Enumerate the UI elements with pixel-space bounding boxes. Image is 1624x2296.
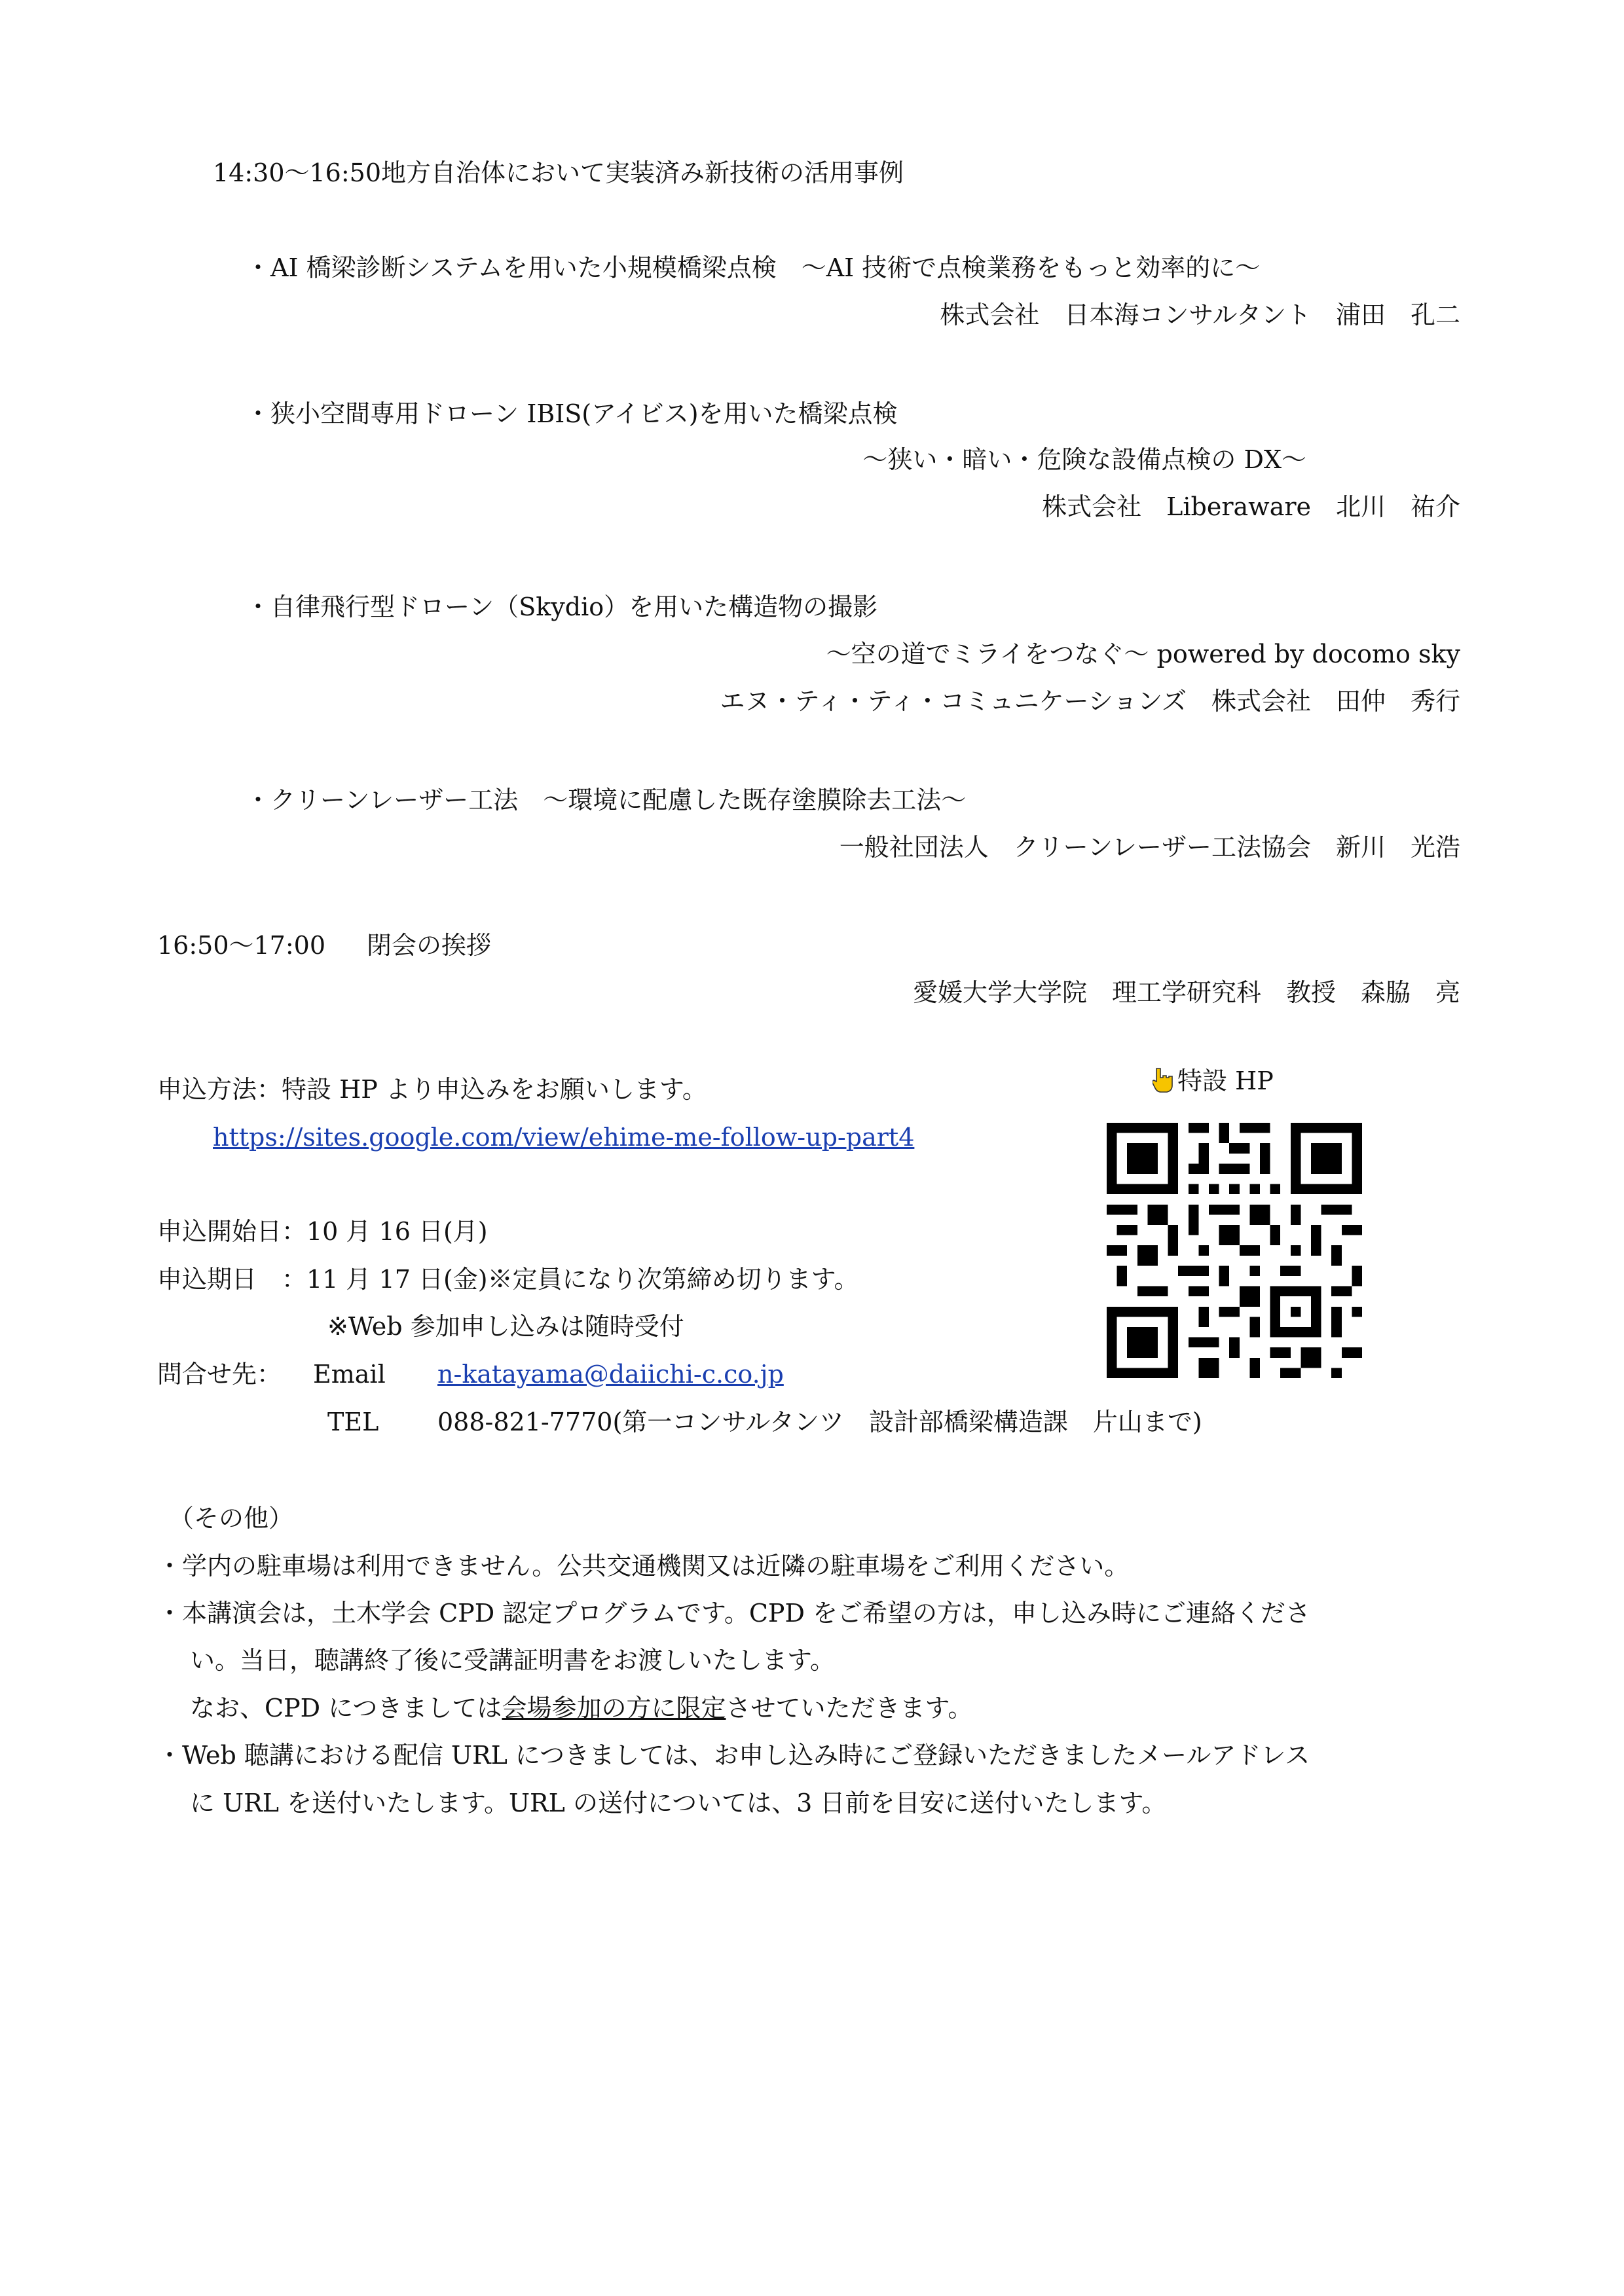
closing-speaker: 愛媛大学大学院 理工学研究科 教授 森脇 亮 (912, 978, 1460, 1007)
talk-1-speaker: 株式会社 日本海コンサルタント 浦田 孔二 (940, 301, 1460, 329)
talk-3-speaker: エヌ・ティ・ティ・コミュニケーションズ 株式会社 田仲 秀行 (720, 687, 1460, 716)
note-parking: ・学内の駐車場は利用できません。公共交通機関又は近隣の駐車場をご利用ください。 (157, 1552, 1130, 1580)
application-start: 申込開始日：10 月 16 日(月) (157, 1217, 488, 1246)
note-cpd-line2: い。当日，聴講終了後に受講証明書をお渡しいたします。 (190, 1646, 835, 1675)
note-cpd-line3 (190, 1696, 972, 1721)
email-label: Email (313, 1360, 386, 1389)
talk-2-subtitle: ～狭い・暗い・危険な設備点検の DX～ (862, 445, 1306, 474)
session-title: 14:30～16:50地方自治体において実装済み新技術の活用事例 (213, 158, 904, 187)
qr-label-text: 特設 HP (1177, 1066, 1274, 1095)
note-cpd-line1: ・本講演会は，土木学会 CPD 認定プログラムです。CPD をご希望の方は，申し込み時にご連絡くださ (157, 1599, 1311, 1628)
tel-value: 088-821-7770(第一コンサルタンツ 設計部橋梁構造課 片山まで) (437, 1408, 1202, 1436)
talk-4-title: ・クリーンレーザー工法 ～環境に配慮した既存塗膜除去工法～ (246, 786, 967, 814)
application-method: 申込方法：特設 HP より申込みをお願いします。 (157, 1075, 707, 1104)
web-application-note: ※Web 参加申し込みは随時受付 (327, 1312, 684, 1341)
qr-code-icon[interactable] (1107, 1123, 1362, 1378)
note-cpd-line3-underlined: 会場参加の方に限定 (502, 1694, 726, 1722)
tel-label: TEL (327, 1408, 379, 1436)
talk-2-speaker: 株式会社 Liberaware 北川 祐介 (1042, 492, 1460, 521)
talk-1-title: ・AI 橋梁診断システムを用いた小規模橋梁点検 ～AI 技術で点検業務をもっと効率的に～ (246, 253, 1261, 282)
talk-2-title: ・狭小空間専用ドローン IBIS(アイビス)を用いた橋梁点検 (246, 399, 898, 428)
note-web-line1: ・Web 聴講における配信 URL につきましては、お申し込み時にご登録いただきましたメールアドレス (157, 1741, 1310, 1770)
application-deadline: 申込期日 ：11 月 17 日(金)※定員になり次第締め切ります。 (157, 1265, 859, 1294)
qr-label (1153, 1067, 1274, 1093)
talk-4-speaker: 一般社団法人 クリーンレーザー工法協会 新川 光浩 (839, 833, 1460, 862)
notes-heading: （その他） (169, 1504, 294, 1533)
email-link[interactable]: n-katayama@daiichi-c.co.jp (437, 1360, 784, 1389)
closing-time: 16:50～17:00 (157, 931, 326, 960)
note-web-line2: に URL を送付いたします。URL の送付については、3 日前を目安に送付いたします。 (190, 1789, 1167, 1817)
closing-title: 閉会の挨拶 (367, 931, 492, 960)
talk-3-subtitle: ～空の道でミライをつなぐ～ powered by docomo sky (826, 640, 1460, 668)
pointing-hand-icon (1153, 1067, 1175, 1093)
talk-3-title: ・自律飛行型ドローン（Skydio）を用いた構造物の撮影 (246, 592, 878, 621)
note-cpd-line3-before: なお、CPD につきましては (190, 1694, 502, 1722)
contact-label: 問合せ先： (157, 1360, 282, 1389)
note-cpd-line3-after: させていただきます。 (726, 1694, 973, 1722)
application-url-link[interactable]: https://sites.google.com/view/ehime-me-follow-up-part4 (213, 1123, 915, 1152)
